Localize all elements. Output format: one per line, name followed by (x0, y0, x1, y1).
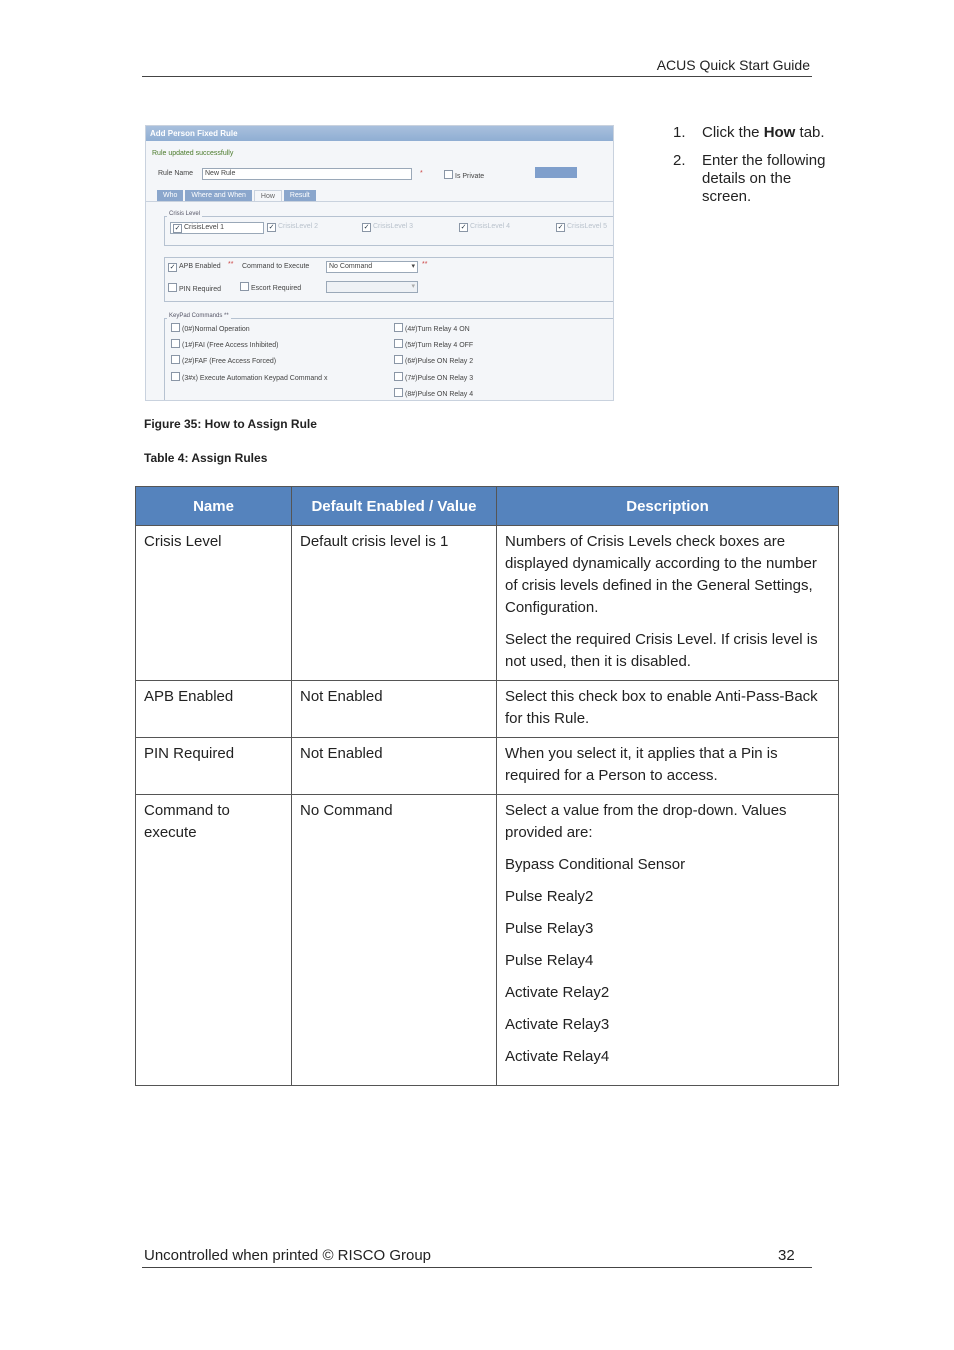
description-value-item: Activate Relay2 (505, 984, 610, 1001)
tab-who[interactable]: Who (157, 190, 183, 201)
table-row (136, 795, 839, 1086)
step-text (702, 124, 825, 142)
step-text: Enter the following details on the screen. (702, 152, 826, 205)
keypad-left-1[interactable] (171, 339, 278, 349)
keypad-right-4[interactable] (394, 388, 473, 398)
cell-description (497, 795, 839, 1086)
escort-required[interactable] (240, 282, 301, 292)
checkbox-icon[interactable] (171, 323, 180, 332)
escort-required-label: Escort Required (251, 285, 302, 292)
crisis-level-2[interactable] (267, 223, 318, 232)
page-number: 32 (778, 1247, 795, 1264)
step-number: 1. (673, 124, 686, 141)
command-dropdown-value: No Command (329, 263, 373, 270)
keypad-right-0-label: (4#)Turn Relay 4 ON (405, 326, 470, 333)
screenshot-rule-name-label: Rule Name (158, 170, 194, 177)
keypad-right-0[interactable] (394, 323, 470, 333)
table-header-row (136, 487, 839, 526)
crisis-level-5-label: CrisisLevel 5 (567, 223, 608, 230)
instruction-list (673, 124, 833, 216)
step-text-after: tab. (795, 124, 825, 141)
cell-description (497, 738, 839, 795)
apb-enabled-label: APB Enabled (179, 263, 221, 270)
table-row (136, 738, 839, 795)
keypad-right-2-label: (6#)Pulse ON Relay 2 (405, 358, 474, 365)
screenshot-is-private[interactable] (444, 170, 484, 180)
keypad-right-4-label: (8#)Pulse ON Relay 4 (405, 391, 474, 398)
screenshot-action-button[interactable] (535, 167, 577, 178)
column-header-description: Description (497, 487, 839, 526)
cell-default: Default crisis level is 1 (292, 526, 497, 681)
cell-default: Not Enabled (292, 738, 497, 795)
column-header-default: Default Enabled / Value (292, 487, 497, 526)
keypad-right-1-label: (5#)Turn Relay 4 OFF (405, 342, 474, 349)
page-header-title: ACUS Quick Start Guide (656, 57, 810, 73)
screenshot-required-asterisk: * (420, 170, 423, 177)
checkbox-icon[interactable] (171, 372, 180, 381)
checkbox-checked-icon[interactable]: ✓ (363, 224, 370, 231)
checkbox-icon[interactable] (394, 355, 403, 364)
screenshot-tabs (157, 190, 316, 201)
checkbox-icon[interactable] (394, 323, 403, 332)
crisis-level-3[interactable] (362, 223, 413, 232)
crisis-level-4-label: CrisisLevel 4 (470, 223, 511, 230)
tab-how[interactable]: How (254, 190, 282, 201)
command-to-execute-label: Command to Execute (242, 263, 310, 270)
cell-description (497, 681, 839, 738)
cell-default: Not Enabled (292, 681, 497, 738)
checkbox-icon[interactable] (394, 339, 403, 348)
description-value-item: Activate Relay4 (505, 1048, 610, 1065)
cell-default: No Command (292, 795, 497, 1086)
footer-text: Uncontrolled when printed © RISCO Group (144, 1247, 432, 1264)
figure-caption: Figure 35: How to Assign Rule (144, 417, 317, 431)
checkbox-checked-icon[interactable]: ✓ (268, 224, 275, 231)
keypad-left-3-label: (3#x) Execute Automation Keypad Command x (182, 375, 328, 382)
description-value-item: Bypass Conditional Sensor (505, 856, 686, 873)
crisis-level-1-label: CrisisLevel 1 (184, 224, 225, 231)
assign-rules-table (135, 486, 839, 1086)
crisis-level-3-label: CrisisLevel 3 (373, 223, 414, 230)
keypad-left-2-label: (2#)FAF (Free Access Forced) (182, 358, 277, 365)
chevron-down-icon[interactable]: ▾ (411, 263, 415, 270)
step-number: 2. (673, 152, 686, 169)
checkbox-icon[interactable] (394, 388, 403, 397)
keypad-left-2[interactable] (171, 355, 276, 365)
step-text-before: Click the (702, 124, 764, 141)
description-paragraph: Select this check box to enable Anti-Pass-Back for this Rule. (505, 688, 818, 727)
keypad-right-3[interactable] (394, 372, 473, 382)
escort-dropdown[interactable] (326, 281, 418, 293)
is-private-label: Is Private (455, 173, 485, 180)
tab-divider (146, 201, 613, 202)
cell-name: Crisis Level (136, 526, 292, 681)
crisis-level-5[interactable] (556, 223, 607, 232)
instruction-step-2 (673, 152, 833, 206)
checkbox-icon[interactable] (168, 283, 177, 292)
crisis-level-4[interactable] (459, 223, 510, 232)
header-rule (142, 76, 812, 77)
keypad-commands-legend: KeyPad Commands ** (169, 313, 229, 319)
crisis-level-legend: Crisis Level (169, 211, 201, 217)
description-paragraph: Select the required Crisis Level. If crisis level is not used, then it is disabled. (505, 631, 818, 670)
table-row (136, 526, 839, 681)
description-paragraph: Select a value from the drop-down. Values provided are: (505, 802, 787, 841)
chevron-down-icon[interactable]: ▾ (411, 283, 415, 290)
checkbox-icon[interactable] (171, 355, 180, 364)
apb-enabled[interactable] (168, 263, 221, 272)
table-caption: Table 4: Assign Rules (144, 451, 268, 465)
screenshot-rule-name-input[interactable]: New Rule (202, 168, 412, 180)
description-value-item: Pulse Relay4 (505, 952, 594, 969)
cell-description (497, 526, 839, 681)
description-value-item: Pulse Relay3 (505, 920, 594, 937)
screenshot-window-title: Add Person Fixed Rule (146, 126, 613, 141)
keypad-left-0[interactable] (171, 323, 250, 333)
keypad-right-2[interactable] (394, 355, 473, 365)
step-bold-word: How (763, 124, 796, 141)
command-required-marks: ** (422, 261, 428, 268)
screenshot-status-message: Rule updated successfully (152, 150, 234, 157)
crisis-level-2-label: CrisisLevel 2 (278, 223, 319, 230)
cell-name: PIN Required (136, 738, 292, 795)
pin-required-label: PIN Required (179, 286, 222, 293)
description-value-item: Pulse Realy2 (505, 888, 594, 905)
pin-required[interactable] (168, 283, 221, 293)
checkbox-icon[interactable] (394, 372, 403, 381)
tab-where-and-when[interactable]: Where and When (185, 190, 251, 201)
checkbox-icon[interactable] (444, 170, 453, 179)
checkbox-icon[interactable] (171, 339, 180, 348)
checkbox-checked-icon[interactable]: ✓ (169, 264, 176, 271)
checkbox-checked-icon[interactable]: ✓ (174, 225, 181, 232)
checkbox-checked-icon[interactable]: ✓ (557, 224, 564, 231)
apb-required-marks: ** (228, 261, 234, 268)
instruction-step-1 (673, 124, 833, 142)
figure-screenshot (145, 125, 614, 401)
description-value-item: Activate Relay3 (505, 1016, 610, 1033)
keypad-right-1[interactable] (394, 339, 473, 349)
keypad-left-0-label: (0#)Normal Operation (182, 326, 250, 333)
footer-rule (142, 1267, 812, 1268)
description-paragraph: When you select it, it applies that a Pin is required for a Person to access. (505, 745, 778, 784)
checkbox-icon[interactable] (240, 282, 249, 291)
command-dropdown[interactable] (326, 261, 418, 273)
keypad-left-3[interactable] (171, 372, 328, 382)
tab-result[interactable]: Result (284, 190, 316, 201)
keypad-right-3-label: (7#)Pulse ON Relay 3 (405, 375, 474, 382)
description-paragraph: Numbers of Crisis Levels check boxes are displayed dynamically according to the number of crisis levels defined in the General Settings, Configuration. (505, 533, 817, 616)
cell-name: Command to execute (136, 795, 292, 1086)
crisis-level-1[interactable] (170, 222, 264, 234)
column-header-name: Name (136, 487, 292, 526)
keypad-left-1-label: (1#)FAI (Free Access Inhibited) (182, 342, 279, 349)
cell-name: APB Enabled (136, 681, 292, 738)
table-row (136, 681, 839, 738)
checkbox-checked-icon[interactable]: ✓ (460, 224, 467, 231)
